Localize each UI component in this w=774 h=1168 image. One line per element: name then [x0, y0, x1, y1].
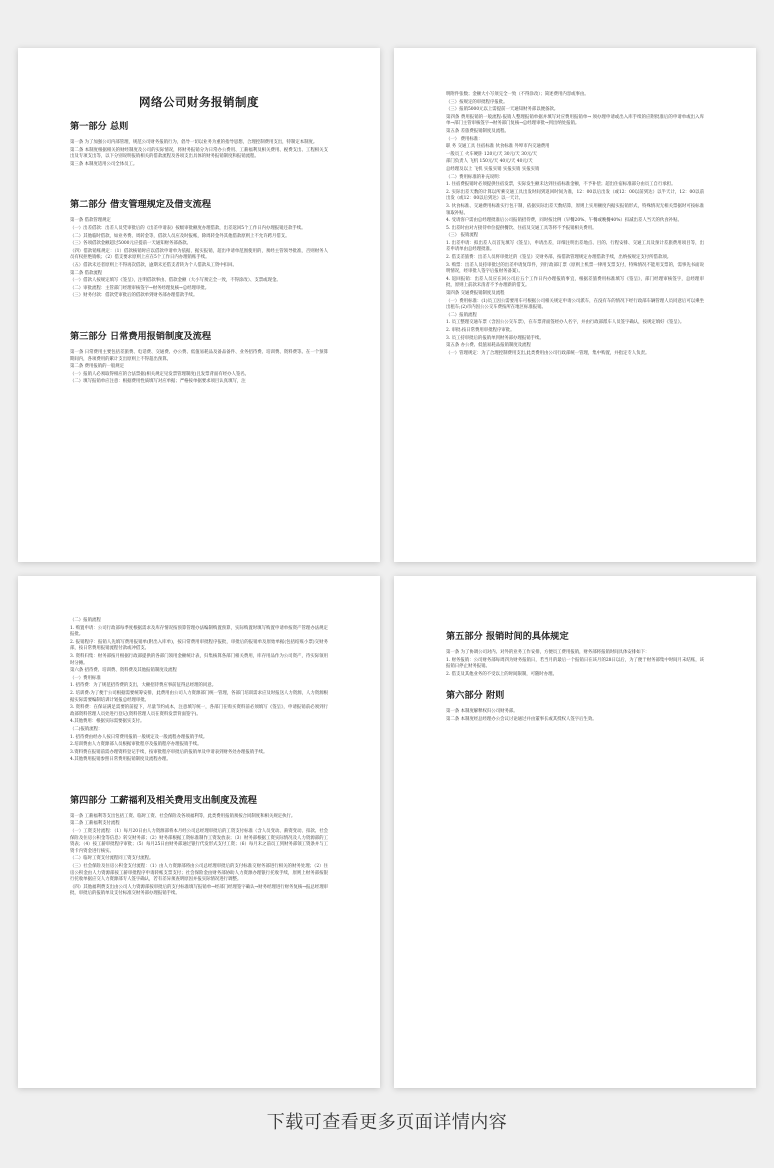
paragraph: 第二条 费用报销的一般规定 — [70, 364, 125, 370]
paragraph: （五）借款未还者原则上不得再次借款，逾期未还借支者转为个人借款从工资中扣回。 — [70, 262, 237, 268]
paragraph: （二）费用标准的补充说明： — [446, 174, 504, 180]
paragraph: （二）报销流程 — [446, 312, 477, 318]
paragraph: 第五条 办公费、低值易耗品报销制度及流程 — [446, 343, 531, 349]
paragraph: （三）报销5000元以上需提前一天通知财务部以便备款。 — [446, 107, 559, 113]
paragraph: 第六条 招待费、培训费、资料费及其他报销制度及流程 — [70, 668, 177, 674]
paragraph: （一）工资支付流程：（1）每月20日由人力资源部将本月经公司总经理审批后的工资支付标准（含人员变动、薪资变动、扣款、社会保险及住房公积金等信息）转交财务部；（2）财务部根据工资标准制作工资发放表；（3）财务部根据工资实际情况及人力资源部的工资表；（4）按工薪审批程序审批；（5）每月25日由财务部通过银行代发形式支付工资；（6）每月未之前员工到财务部领工资条并与工资卡内资金进行核实。 — [70, 829, 328, 854]
paragraph: 3. 员工持审批后的报销单到财务部办理报销手续。 — [446, 335, 544, 341]
paragraph: （一）费用标准：(1)员工因公需要用车可根据公司相关规定申请公司派车，在没有车的情况下经行政部车辆管理人员同意后可以乘坐出租车;(2)市内因公公交车费按所在地区标准报销。 — [446, 298, 704, 311]
paragraph: （四）借款销账规定：（1）借款核销时应以借款申请单为依据，据实报销，超出申请单范围使用的，须经主管领导批准，否则财务人员有权拒绝销帐；（2）借支要求原则上应在5个工作日内办理销账手续。 — [70, 248, 328, 261]
paragraph: （三）社会保险及住房公积金支付流程：（1）由人力资源部将由公司总经理审批后的支付标准交财务部进行相关的财务处理；（2）住房公积金由人力资源部按工薪审批程序申请转帐支票支付；社会保险金由财务部协助人力资源办理银行托收手续，原则上财务部按银行托收单据应交人力资源部专人签字确认，若有差异须查明原因并报实际情况进行调整。 — [70, 864, 328, 883]
paragraph: 1. 招待费：为了规范招待费的支出，大额招待费应事前征得总经理的同意。 — [70, 683, 217, 689]
section-heading: 第三部分 日常费用报销制度及流程 — [70, 330, 212, 342]
paragraph: （三）各项借款金额超过5000元应提前一天通知财务部备款。 — [70, 241, 191, 247]
paragraph: （一）借款人按规定填写《签呈》，注明借款事由、借款金额（大小写须完全一致，不得涂改）、支票或现金。 — [70, 278, 281, 284]
paragraph: （二)报销流程： — [70, 726, 103, 732]
paragraph: 总经理及以上 飞机 实报实销 实报实销 实报实销 — [446, 166, 540, 172]
paragraph: （二）审批流程：主管部门经理审核签字→财务经理复核→总经理审批。 — [70, 285, 210, 291]
document-page-3 — [18, 576, 380, 1088]
paragraph: 1. 员工整理交通车票（含因公公交车票），在车票背面签经办人名字，并由行政部派车人员签字确认，按规定填好《签呈》。 — [446, 320, 685, 326]
paragraph: 1. 招待费由经办人按日常费用报销一般规定及一般流程办理报销手续。 — [70, 734, 208, 740]
section-heading: 第六部分 附则 — [446, 690, 505, 702]
paragraph: （四）其他福利费支出由公司人力资源部按审批后的支付标准填写报销单→经部门经理签字确认→财务经理进行财务复核→报总经理审批，审批后的报销单及支付标准交财务部办理报销手续。 — [70, 884, 328, 897]
paragraph: 2. 实际出差天数的计算以所乘交通工具出发时间到返回时间为准，12：00以后出发（或12：00以前到达）以半天计，12：00以前出发（或12：00以后到达）以一天计。 — [446, 189, 704, 202]
document-page-1 — [18, 48, 380, 562]
paragraph: 第四条 费用报销的一般流程:报销人整理报销单据并填写对应费用报销单→ 须办理申请或出入库手续的应附批准后的申请单或出入库单→部门主管审核签字→财务部门复核→总经理审批→到出纳处报销。 — [446, 114, 704, 127]
paragraph: 2. 借支差旅费：出差人员将审批过的《签呈》交财务部，按借款管理规定办理借款手续，出纳按规定支付所借款项。 — [446, 255, 672, 261]
paragraph: 第四条 交通费报销制度及流程 — [446, 291, 505, 297]
paragraph: 1. 财务报销：公司财务部每周四为财务报销日，若当月的最后一个报销日在该月的28日以后，为了便于财务部集中时间月末结账，该报销日停止财务报销。 — [446, 657, 704, 670]
paragraph: 2.培训费由人力资源部人员根据审批程序及报销程序办理报销手续。 — [70, 742, 202, 748]
paragraph: （一）费用标准 — [70, 675, 101, 681]
section-heading: 第一部分 总则 — [70, 121, 129, 132]
paragraph: （一）报销人必须取得相应的合法票据(相关规定见发票管理制度)且发票背面有经办人签名。 — [70, 371, 250, 377]
paragraph: （二）填写报销单应注意：根据费用性质填写对应单据；严格按单据要求项目认真填写，注 — [70, 379, 246, 385]
paragraph: 职 务 交通工具 住宿标准 伙食标准 外埠市内交通费用 — [446, 144, 550, 150]
paragraph: 4.其他费用报销参照日常费用报销制度及流程办理。 — [70, 757, 171, 763]
paragraph: 第三条 本制度适用公司全体员工。 — [70, 161, 138, 167]
document-page-4 — [394, 576, 756, 1088]
paragraph: 3. 伙食标准、交通费用标准实行包干制，依据实际出差天数结算，原则上实用额度内据实报销形式，特殊情况无相关票据时可按标准领取补贴。 — [446, 203, 704, 216]
paragraph: （二）报销流程 — [70, 618, 101, 623]
paragraph: 部门负责人 飞机 150元/天 40元/天 40元/天 — [446, 159, 533, 165]
paragraph: 第二条 本制度根据相关的财经制度及公司的实际情况，将财务报销分为日常办公费用、工薪福利及相关费用、税费支出、工程相关支出及专项支出等，以下分别说明报销相关的借款流程及各项支出具体的财务报销制度和报销流程。 — [70, 147, 328, 160]
paragraph: 2. 借支及其他业务的不受以上的时间限制，可随时办理。 — [446, 671, 557, 677]
paragraph: （三）按规定的审批程序报批。 — [446, 99, 508, 105]
paragraph: 3.资料费在报销前需办理资料登记手续，按审批程序审批后的报销单及申请表到财务处办理报销手续。 — [70, 749, 268, 755]
document-page-2 — [394, 48, 756, 562]
paragraph: 第一条 为了协调公司对内、对外的业务工作安排，方便员工费用报销，财务部将报销时间具体安排如下： — [446, 650, 650, 655]
paragraph: 1. 出差申请：拟出差人员首先填写《签呈》，申请出差，详细注明出差地点、目的、行程安排、交通工具及预计差旅费用项目等，出差申请单由总经理批准。 — [446, 240, 704, 253]
paragraph: （一）管理规定：为了合理控制费用支出,此类费用由公司行政部统一管理，集中购置，并指定专人负责。 — [446, 350, 650, 356]
download-more-caption[interactable]: 下载可查看更多页面详情内容 — [266, 1112, 508, 1133]
paragraph: 5. 出差时由对方接待单位提供餐饮、住宿及交通工具等将不予报销相关费用。 — [446, 225, 597, 231]
paragraph: 第一条 为了加强公司内部管理，规范公司财务报销行为，倡导一切以业务为重的指导思想，合理控制费用支出，特制定本制度。 — [70, 140, 318, 145]
paragraph: （二）临时工资支付流程同工资支付流程。 — [70, 856, 154, 862]
paragraph: （三） 报销流程 — [446, 233, 479, 239]
paragraph: 第一条 借款管理规定 — [70, 218, 111, 224]
paragraph: 第二条 工薪福利支付流程 — [70, 821, 120, 827]
paragraph: 2. 培训费:为了便于公司根据需要统筹安排，此费用由公司人力资源部门统一管理，各部门培训需求应及时报送人力资源，人力资源根据实际需要编制培训计划报总经理审批。 — [70, 690, 328, 703]
paragraph: 第五条 差旅费报销制度及流程。 — [446, 128, 509, 134]
paragraph: 2. 报销程序：报销人先填写费用报销单(附出入库单)，按日常费用审批程序报批，审批后的报销单及原始单据(包括结账小票)交财务部，按日常费用报销流程付款或冲借支。 — [70, 639, 328, 652]
paragraph: （一）出差借款：出差人员凭审批后的《出差申请表》按级审批额度办理借款，出差返回5个工作日内办理报销还款手续。 — [70, 225, 306, 231]
paragraph: 4. 返回报销：出差人员应在回公司后五个工作日内办理报销事宜，根据差旅费用标准填写《签呈》，部门经理审核签字，总经理审批，原则上前款未清者不予办理新的借支。 — [446, 276, 704, 289]
document-title: 网络公司财务报销制度 — [139, 95, 259, 109]
paragraph: 4.其他费用：根据实际需要据实支付。 — [70, 719, 145, 725]
paragraph: （三）财务付款：借款凭审批后的借款单到财务部办理借款手续。 — [70, 293, 198, 299]
paragraph: 明附件张数；金额大小写须完全一致（不得涂改）；简述费用内容或事由。 — [446, 92, 589, 97]
paragraph: 3. 购票：出差人员持审批过的出差申请复印件，到行政部订票（原则上机票一律用支票支付，特殊情况不能用支票的，需事先书面说明情况，经审批人签字后报财务备案）。 — [446, 262, 704, 275]
paragraph: （一） 费用标准： — [446, 136, 483, 142]
paragraph: 第一条 日常费用主要包括差旅费、电话费、交通费、办公费、低值易耗品及备品备件、业务招待费、培训费、资料费等。在一个预算期间内，各项费用的累计支出原则上不得超出预算。 — [70, 349, 328, 362]
paragraph: 2. 审批:按日常费用审批程序审批。 — [446, 328, 515, 333]
paragraph: 第一条 工薪福利等支出包括工资、临时工资、社会保险及各项福利等，此类费用报销须按合同制度和相关规定执行。 — [70, 813, 296, 819]
paragraph: 第二条 本制度经总经理办公会议讨论通过并由董事长或其授权人签字后生效。 — [446, 716, 597, 722]
section-heading: 第二部分 借支管理规定及借支流程 — [70, 199, 212, 211]
paragraph: 4. 受请客户需由总经理批准后公司报销招待费，同时按比例（早餐20%、午餐或晚餐40%）扣减出差人当天的伙食补贴。 — [446, 218, 682, 224]
paragraph: 1. 住宿费报销时必须提供住宿发票，实际发生额未达到住宿标准金额，不予补偿；超出住宿标准部分由员工自行承担。 — [446, 182, 676, 188]
section-heading: 第五部分 报销时间的具体规定 — [446, 631, 569, 642]
paragraph: 1. 购置申请：公司行政部每季度根据需求及库存情况按预算管理办法编制购置预算，实际购置时填写购置申请单按资产管理办法规定报批。 — [70, 625, 328, 638]
paragraph: 第二条 借款流程 — [70, 270, 103, 276]
paragraph: 3. 资料归集：财务部按月根据行政部提供的各部门领用金额统计表，归集核算各部门相关费用，库存用品作为公司资产，待实际领用时分摊。 — [70, 653, 328, 666]
paragraph: 第一条 本制度解释权归公司财务部。 — [446, 709, 518, 715]
paragraph: 一般员工 火车硬卧 120元/天 30元/天 30元/天 — [446, 151, 538, 157]
paragraph: 3. 资料费：在保证满足需要的前提下，尽量节约成本，注意填写统一，各部门在购买资料前必须填写《签呈》，申请报销前必须到行政部资料管理人员处进行登记(资料管理人员在资料发票背面签字)。 — [70, 705, 328, 717]
section-heading: 第四部分 工薪福利及相关费用支出制度及流程 — [70, 794, 257, 806]
paragraph: （二）其他临时借款，如业务费、周转金等，借款人员应及时报帐，除周转金外其他借款原则上不允许跨月借支。 — [70, 233, 290, 239]
